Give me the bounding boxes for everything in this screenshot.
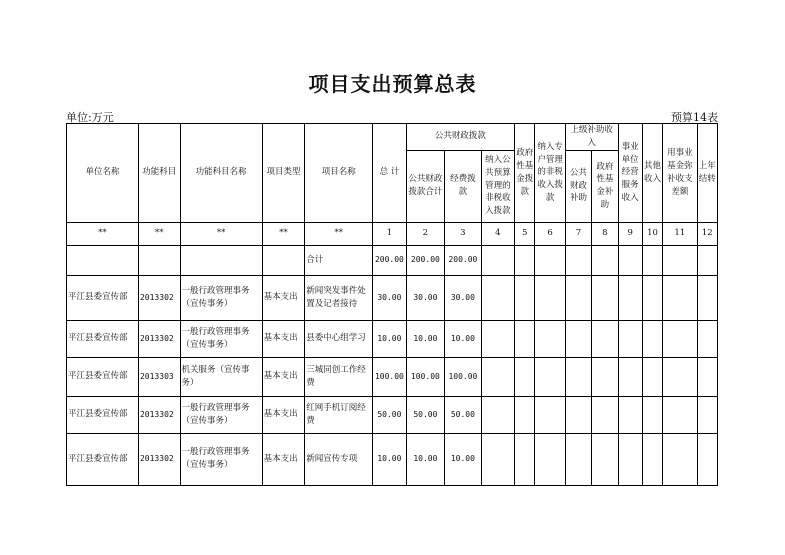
index-cell: 10	[642, 222, 662, 245]
row-func: 一般行政管理事务（宣传事务）	[180, 320, 262, 357]
row-subtotal: 10.00	[406, 320, 445, 357]
header-func-name: 功能科目名称	[180, 124, 262, 223]
header-nontax-budget: 纳入公共预算管理的非税收入拨款	[481, 150, 514, 222]
row-code: 2013302	[138, 275, 180, 320]
total-label: 合计	[305, 245, 373, 275]
row-unit: 平江县委宣传部	[67, 320, 139, 357]
row-subtotal: 30.00	[406, 275, 445, 320]
index-cell: 3	[445, 222, 482, 245]
table-row	[67, 396, 718, 433]
row-total: 10.00	[373, 320, 406, 357]
row-type: 基本支出	[262, 320, 305, 357]
budget-table	[66, 123, 718, 486]
index-cell: **	[67, 222, 139, 245]
header-public-subsidy: 公共财政补助	[565, 150, 591, 222]
index-cell: **	[262, 222, 305, 245]
row-subtotal: 50.00	[406, 396, 445, 433]
header-public-finance: 公共财政拨款	[406, 124, 514, 151]
header-fund-balance: 用事业基金弥补收支差额	[663, 124, 697, 223]
row-project-name: 新闻突发事件处置及记者接待	[305, 275, 373, 320]
index-cell: 5	[515, 222, 535, 245]
row-funding: 10.00	[445, 320, 482, 357]
row-project-name: 红网手机订阅经费	[305, 396, 373, 433]
header-total: 总 计	[373, 124, 406, 223]
row-func: 机关服务（宣传事务）	[180, 357, 262, 396]
row-total: 30.00	[373, 275, 406, 320]
row-subtotal: 10.00	[406, 433, 445, 485]
row-type: 基本支出	[262, 357, 305, 396]
header-gov-fund: 政府性基金拨款	[515, 124, 535, 223]
header-business-income: 事业单位经营服务收入	[618, 124, 642, 223]
form-number: 预算14表	[671, 111, 718, 124]
table-row	[67, 320, 718, 357]
total-row	[67, 245, 718, 275]
row-project-name: 新闻宣传专项	[305, 433, 373, 485]
header-project-type: 项目类型	[262, 124, 305, 223]
row-funding: 50.00	[445, 396, 482, 433]
index-cell: **	[305, 222, 373, 245]
row-func: 一般行政管理事务（宣传事务）	[180, 396, 262, 433]
row-subtotal: 100.00	[406, 357, 445, 396]
row-func: 一般行政管理事务（宣传事务）	[180, 433, 262, 485]
header-func-code: 功能科目	[138, 124, 180, 223]
index-cell: 9	[618, 222, 642, 245]
index-cell: 7	[565, 222, 591, 245]
row-unit: 平江县委宣传部	[67, 433, 139, 485]
row-code: 2013302	[138, 396, 180, 433]
row-unit: 平江县委宣传部	[67, 357, 139, 396]
table-row	[67, 357, 718, 396]
header-row-1	[67, 124, 718, 151]
row-code: 2013302	[138, 433, 180, 485]
row-type: 基本支出	[262, 275, 305, 320]
total-total: 200.00	[373, 245, 406, 275]
index-cell: 11	[663, 222, 697, 245]
page-title: 项目支出预算总表	[308, 72, 477, 96]
header-project-name: 项目名称	[305, 124, 373, 223]
header-other-income: 其他收入	[642, 124, 662, 223]
row-funding: 30.00	[445, 275, 482, 320]
header-carryover: 上年结转	[697, 124, 717, 223]
row-type: 基本支出	[262, 433, 305, 485]
index-cell: 6	[535, 222, 565, 245]
header-nontax-special: 纳入专户管理的非税收入拨款	[535, 124, 565, 223]
index-cell: **	[180, 222, 262, 245]
header-gov-fund-subsidy: 政府性基金补助	[592, 150, 618, 222]
index-cell: 8	[592, 222, 618, 245]
row-unit: 平江县委宣传部	[67, 275, 139, 320]
row-func: 一般行政管理事务（宣传事务）	[180, 275, 262, 320]
table-row	[67, 275, 718, 320]
header-superior-subsidy: 上级补助收入	[565, 124, 618, 151]
row-funding: 100.00	[445, 357, 482, 396]
header-public-subtotal: 公共财政拨款合计	[406, 150, 445, 222]
row-funding: 10.00	[445, 433, 482, 485]
index-cell: 4	[481, 222, 514, 245]
row-code: 2013302	[138, 320, 180, 357]
row-total: 50.00	[373, 396, 406, 433]
index-cell: 1	[373, 222, 406, 245]
row-project-name: 县委中心组学习	[305, 320, 373, 357]
row-code: 2013303	[138, 357, 180, 396]
index-cell: **	[138, 222, 180, 245]
row-total: 10.00	[373, 433, 406, 485]
table-row	[67, 433, 718, 485]
row-unit: 平江县委宣传部	[67, 396, 139, 433]
header-funding: 经费拨款	[445, 150, 482, 222]
unit-label: 单位:万元	[66, 111, 114, 124]
index-row	[67, 222, 718, 245]
index-cell: 12	[697, 222, 717, 245]
total-subtotal: 200.00	[406, 245, 445, 275]
row-total: 100.00	[373, 357, 406, 396]
total-funding: 200.00	[445, 245, 482, 275]
row-type: 基本支出	[262, 396, 305, 433]
index-cell: 2	[406, 222, 445, 245]
header-unit-name: 单位名称	[67, 124, 139, 223]
row-project-name: 三城同创工作经费	[305, 357, 373, 396]
